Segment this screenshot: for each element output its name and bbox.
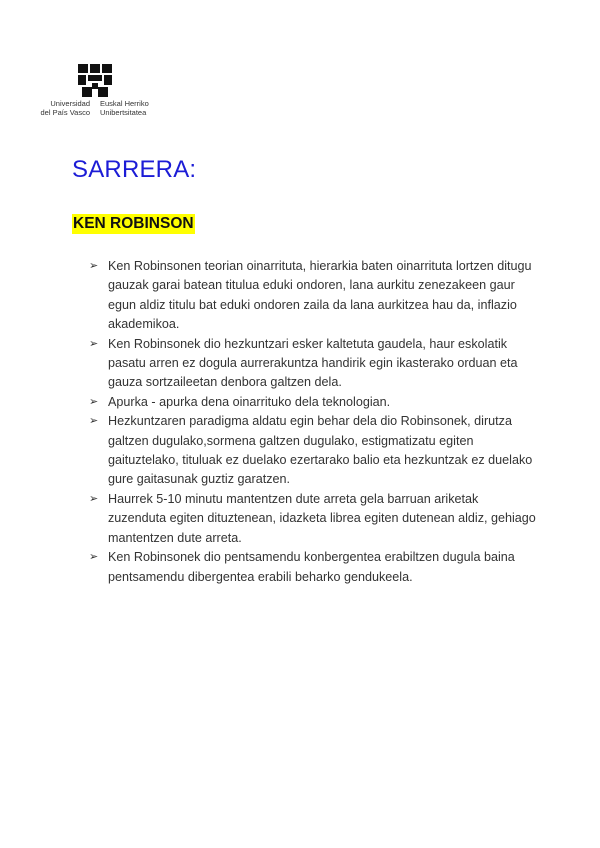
arrow-bullet-icon: ➢ [89,395,99,408]
list-item-text: Ken Robinsonen teorian oinarrituta, hierarkia baten oinarrituta lortzen ditugu gauzak garai batean titulua eduki ondoren, lana aurkitu zenezakeen gaur egun aldiz titulu bat eduki ondoren zaila da lana aurkitzea hau da, inflazio akademikoa. [108,259,532,332]
arrow-bullet-icon: ➢ [89,337,99,350]
list-item [88,393,538,412]
list-item [88,257,538,335]
university-logo-icon [76,62,114,100]
list-item [88,335,538,393]
section-subheading: KEN ROBINSON [73,215,194,232]
list-item [88,412,538,490]
list-item [88,548,538,587]
logo-text-left [36,100,90,117]
logo-text-line: Unibertsitatea [100,107,147,117]
bullet-list [88,257,538,587]
logo-text-line: Euskal Herriko [100,99,149,108]
logo-text-line: del País Vasco [40,107,90,117]
logo-text-line: Universidad [50,99,90,108]
logo-text-right [100,100,160,117]
page-heading: SARRERA: [72,156,197,183]
arrow-bullet-icon: ➢ [89,415,99,428]
list-item-text: Haurrek 5-10 minutu mantentzen dute arreta gela barruan ariketak zuzenduta egiten dituztenean, idazketa librea egiten dutenean aldiz, gehiago mantentzen dute arreta. [108,491,536,545]
arrow-bullet-icon: ➢ [89,260,99,272]
list-item-text: Ken Robinsonek dio hezkuntzari esker kaltetuta gaudela, haur eskolatik pasatu arren ez dogula aurrerakuntza handirik egin ikasterako orduan eta gauza sortzaileetan denbora galtzen dela. [108,336,518,390]
list-item-text: Ken Robinsonek dio pentsamendu konbergentea erabiltzen dugula baina pentsamendu dibergentea erabili beharko gendukeela. [108,550,515,584]
university-logo [36,62,166,122]
list-item-text: Apurka - apurka dena oinarrituko dela teknologian. [108,394,391,409]
list-item [88,490,538,548]
arrow-bullet-icon: ➢ [89,492,99,505]
list-item-text: Hezkuntzaren paradigma aldatu egin behar dela dio Robinsonek, dirutza galtzen dugulako,sormena galtzen dugulako, estigmatizatu egiten gaituztelako, tituluak ez duelako ezertarako balio eta hezkuntzak ez duelako gure gaitasunak guztiz garatzen. [108,414,533,487]
arrow-bullet-icon: ➢ [89,551,99,564]
